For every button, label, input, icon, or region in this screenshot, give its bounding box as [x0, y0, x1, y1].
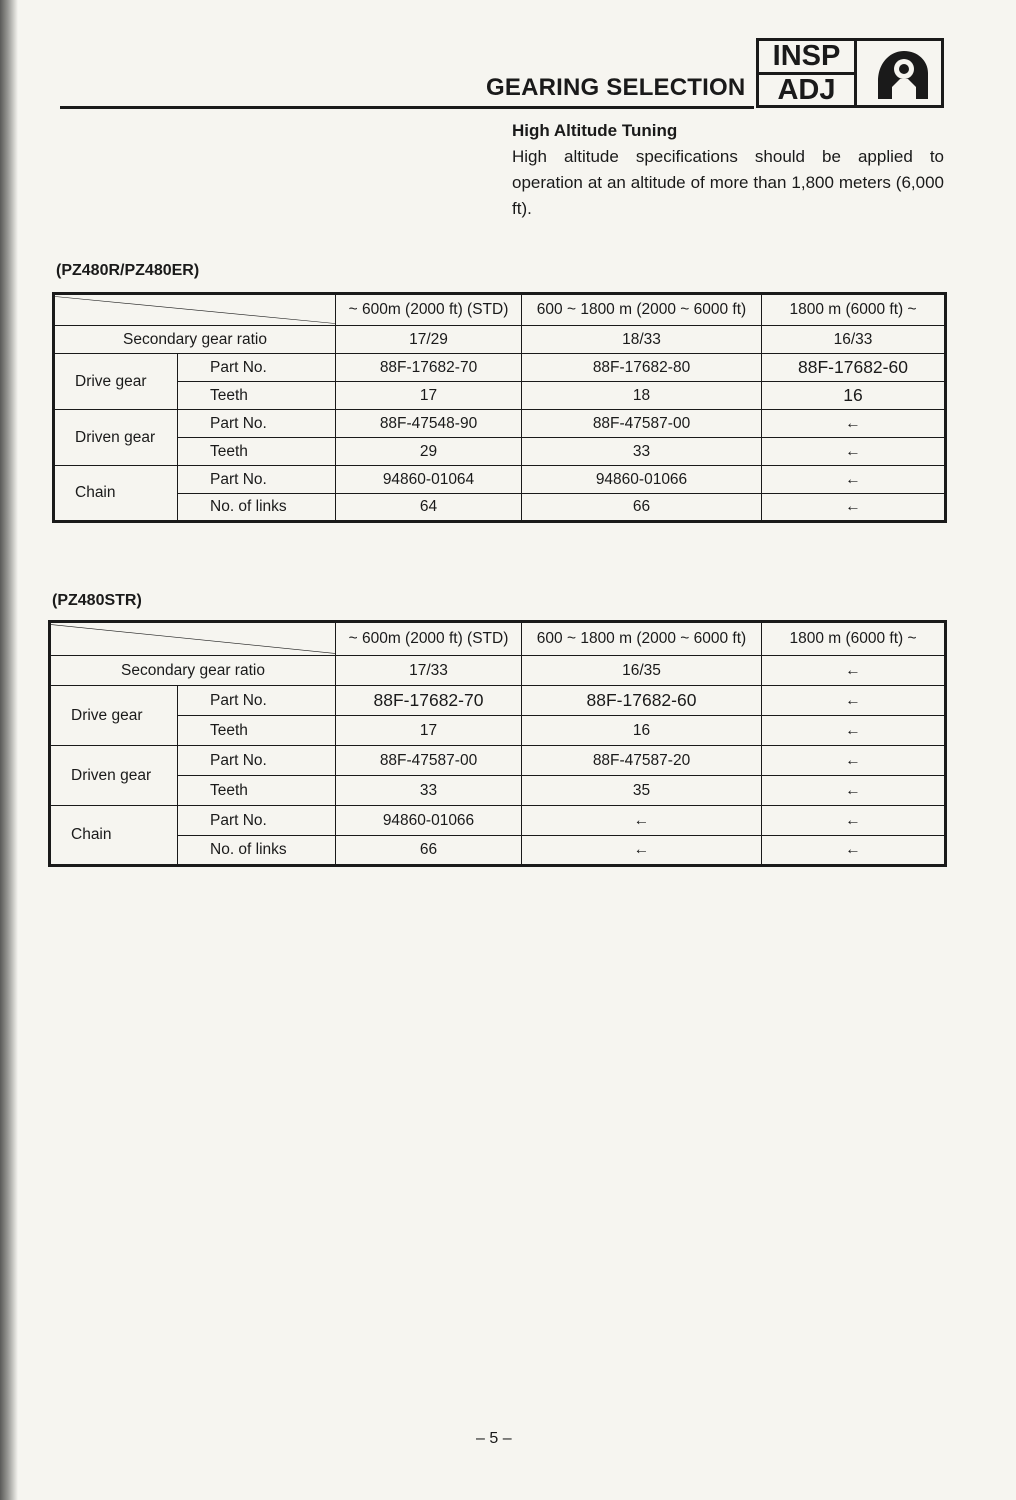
column-header: ~ 600m (2000 ft) (STD) — [336, 294, 522, 326]
table-cell: 88F-47587-20 — [522, 746, 762, 776]
row-group-label: Driven gear — [54, 410, 178, 466]
table-cell: ← — [762, 776, 946, 806]
table-cell: 16/33 — [762, 326, 946, 354]
table-cell: 94860-01066 — [336, 806, 522, 836]
row-label: Teeth — [178, 438, 336, 466]
table-cell: ← — [762, 438, 946, 466]
table-cell: 17 — [336, 716, 522, 746]
badge-line2: ADJ — [777, 74, 836, 106]
column-header: 600 ~ 1800 m (2000 ~ 6000 ft) — [522, 294, 762, 326]
row-label: Part No. — [178, 354, 336, 382]
table-cell: 33 — [522, 438, 762, 466]
badge-line1: INSP — [759, 41, 854, 75]
table-cell: ← — [522, 836, 762, 866]
table-cell: ← — [762, 466, 946, 494]
table-cell: 88F-17682-70 — [336, 686, 522, 716]
table-cell: ← — [762, 494, 946, 522]
table-cell: 66 — [522, 494, 762, 522]
row-group-label: Drive gear — [50, 686, 178, 746]
table-cell: 29 — [336, 438, 522, 466]
table-cell: ← — [762, 806, 946, 836]
table-corner — [50, 622, 336, 656]
intro-section — [512, 118, 944, 222]
row-label: Secondary gear ratio — [54, 326, 336, 354]
table1-model-label: (PZ480R/PZ480ER) — [56, 262, 200, 279]
column-header: ~ 600m (2000 ft) (STD) — [336, 622, 522, 656]
row-label: No. of links — [178, 494, 336, 522]
page-number: – 5 – — [476, 1430, 512, 1447]
table-cell: 88F-17682-70 — [336, 354, 522, 382]
table-cell: 64 — [336, 494, 522, 522]
table-cell: ← — [762, 716, 946, 746]
column-header: 1800 m (6000 ft) ~ — [762, 622, 946, 656]
row-group-label: Chain — [54, 466, 178, 522]
row-group-label: Driven gear — [50, 746, 178, 806]
table-cell: ← — [762, 746, 946, 776]
badge-text — [759, 41, 857, 105]
table-corner — [54, 294, 336, 326]
table-cell: 88F-17682-80 — [522, 354, 762, 382]
gear-table-2 — [48, 620, 947, 867]
table-cell: 88F-17682-60 — [762, 354, 946, 382]
table-cell: 33 — [336, 776, 522, 806]
header-rule — [60, 106, 754, 109]
row-label: Teeth — [178, 382, 336, 410]
table-cell: 66 — [336, 836, 522, 866]
table-cell: 16 — [522, 716, 762, 746]
table-cell: ← — [762, 836, 946, 866]
table-cell: 88F-17682-60 — [522, 686, 762, 716]
row-label: Secondary gear ratio — [50, 656, 336, 686]
table-cell: 94860-01064 — [336, 466, 522, 494]
row-group-label: Drive gear — [54, 354, 178, 410]
page-binding-shadow — [0, 0, 18, 1500]
row-label: Part No. — [178, 466, 336, 494]
table-cell: 16 — [762, 382, 946, 410]
table-cell: ← — [762, 686, 946, 716]
table-cell: 94860-01066 — [522, 466, 762, 494]
table-cell: 18/33 — [522, 326, 762, 354]
intro-body: High altitude specifications should be applied to operation at an altitude of more than 1,800 meters (6,000 ft). — [512, 147, 944, 218]
column-header: 1800 m (6000 ft) ~ — [762, 294, 946, 326]
row-label: Teeth — [178, 716, 336, 746]
page-title: GEARING SELECTION — [486, 74, 746, 101]
row-label: Part No. — [178, 686, 336, 716]
table-cell: 88F-47587-00 — [336, 746, 522, 776]
column-header: 600 ~ 1800 m (2000 ~ 6000 ft) — [522, 622, 762, 656]
table-cell: 35 — [522, 776, 762, 806]
table-cell: ← — [762, 410, 946, 438]
intro-heading: High Altitude Tuning — [512, 121, 678, 140]
table-cell: 16/35 — [522, 656, 762, 686]
table-cell: 17/33 — [336, 656, 522, 686]
table-cell: 18 — [522, 382, 762, 410]
row-label: Part No. — [178, 410, 336, 438]
table2-model-label: (PZ480STR) — [52, 592, 142, 609]
wrench-icon — [859, 41, 941, 105]
row-label: Part No. — [178, 806, 336, 836]
table-cell: 17 — [336, 382, 522, 410]
section-badge — [756, 38, 944, 108]
table-cell: 17/29 — [336, 326, 522, 354]
table-cell: 88F-47587-00 — [522, 410, 762, 438]
row-label: No. of links — [178, 836, 336, 866]
table-cell: 88F-47548-90 — [336, 410, 522, 438]
table-cell: ← — [762, 656, 946, 686]
row-label: Part No. — [178, 746, 336, 776]
gear-table-1 — [52, 292, 947, 523]
row-label: Teeth — [178, 776, 336, 806]
row-group-label: Chain — [50, 806, 178, 866]
table-cell: ← — [522, 806, 762, 836]
